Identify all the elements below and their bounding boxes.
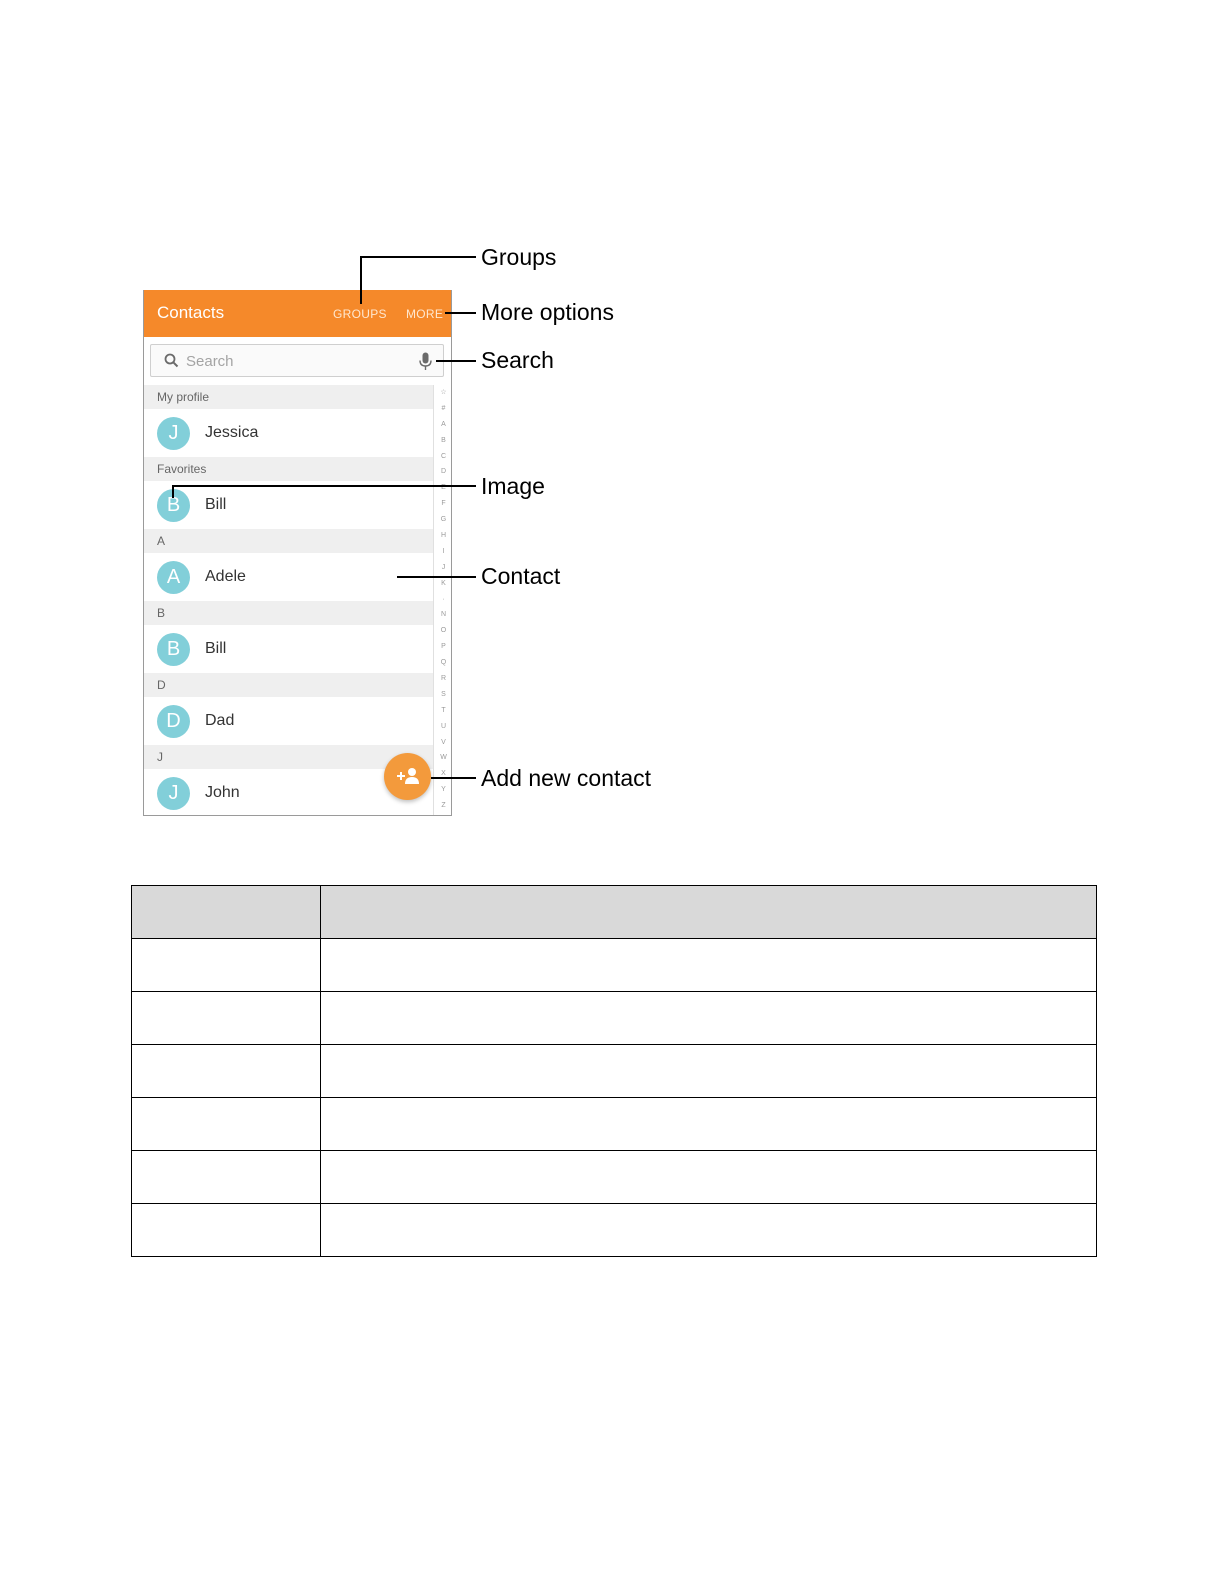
contact-name: Jessica <box>205 424 259 441</box>
table-cell <box>132 1098 321 1151</box>
callout-image: Image <box>481 473 545 499</box>
contact-image: J <box>157 417 190 450</box>
contact-name: Bill <box>205 496 227 513</box>
section-header: A <box>144 529 433 553</box>
contact-name: John <box>205 784 240 801</box>
table-cell <box>321 1204 1097 1257</box>
callout-more-options: More options <box>481 299 614 325</box>
index-letter[interactable]: F <box>441 500 446 508</box>
index-letter[interactable]: N <box>440 611 447 619</box>
table-cell <box>132 1151 321 1204</box>
index-letter[interactable]: Q <box>440 659 447 667</box>
table-row <box>132 1151 1097 1204</box>
contact-name: Bill <box>205 640 227 657</box>
table-row <box>132 939 1097 992</box>
index-letter[interactable]: R <box>440 675 447 683</box>
section-header: J <box>144 745 433 769</box>
table-cell <box>321 1045 1097 1098</box>
contact-name: Dad <box>205 712 235 729</box>
index-letter[interactable]: B <box>441 436 446 444</box>
app-title: Contacts <box>157 303 225 322</box>
table-header-cell <box>321 886 1097 939</box>
section-header: D <box>144 673 433 697</box>
index-letter[interactable]: K <box>441 579 446 587</box>
index-letter[interactable]: C <box>440 452 447 460</box>
table-row <box>132 1098 1097 1151</box>
index-letter[interactable]: Y <box>441 786 446 794</box>
callout-search: Search <box>481 347 554 373</box>
index-letter[interactable]: I <box>442 547 445 555</box>
table-row <box>132 1045 1097 1098</box>
table-row <box>132 992 1097 1045</box>
table-header-row <box>132 886 1097 939</box>
description-table <box>131 885 1097 1257</box>
search-placeholder: Search <box>186 353 234 370</box>
index-letter[interactable]: A <box>441 420 446 428</box>
index-letter[interactable]: D <box>440 468 447 476</box>
index-letter[interactable]: S <box>441 690 446 698</box>
table-row <box>132 1204 1097 1257</box>
contact-image: B <box>157 489 190 522</box>
index-letter[interactable]: # <box>441 404 446 412</box>
callout-groups: Groups <box>481 244 557 270</box>
index-letter[interactable]: V <box>441 738 446 746</box>
contact-image: D <box>157 705 190 738</box>
index-letter[interactable]: T <box>441 706 446 714</box>
table-cell <box>132 939 321 992</box>
section-header: Favorites <box>144 457 433 481</box>
index-letter[interactable]: E <box>441 484 446 492</box>
section-header: B <box>144 601 433 625</box>
callout-contact: Contact <box>481 563 561 589</box>
table-cell <box>321 992 1097 1045</box>
table-cell <box>321 1151 1097 1204</box>
index-letter[interactable]: Z <box>441 802 446 810</box>
contact-name: Adele <box>205 568 246 585</box>
table-header-cell <box>132 886 321 939</box>
groups-button[interactable]: GROUPS <box>333 307 387 321</box>
index-letter[interactable]: H <box>440 532 447 540</box>
contact-image: A <box>157 561 190 594</box>
table-cell <box>321 1098 1097 1151</box>
table-cell <box>321 939 1097 992</box>
index-letter[interactable]: · <box>442 595 445 603</box>
table-cell <box>132 1045 321 1098</box>
table-cell <box>132 1204 321 1257</box>
table-cell <box>132 992 321 1045</box>
more-button[interactable]: MORE <box>406 307 444 321</box>
index-letter[interactable]: U <box>440 722 447 730</box>
index-letter[interactable]: G <box>440 516 447 524</box>
index-letter[interactable]: J <box>441 563 446 571</box>
index-letter[interactable]: X <box>441 770 446 778</box>
index-letter[interactable]: O <box>440 627 447 635</box>
callout-add-new-contact: Add new contact <box>481 765 652 791</box>
index-letter[interactable]: W <box>440 754 447 762</box>
index-letter[interactable]: ☆ <box>440 389 447 396</box>
index-letter[interactable]: P <box>441 643 446 651</box>
contact-image: J <box>157 777 190 810</box>
section-header: My profile <box>144 385 433 409</box>
contact-image: B <box>157 633 190 666</box>
